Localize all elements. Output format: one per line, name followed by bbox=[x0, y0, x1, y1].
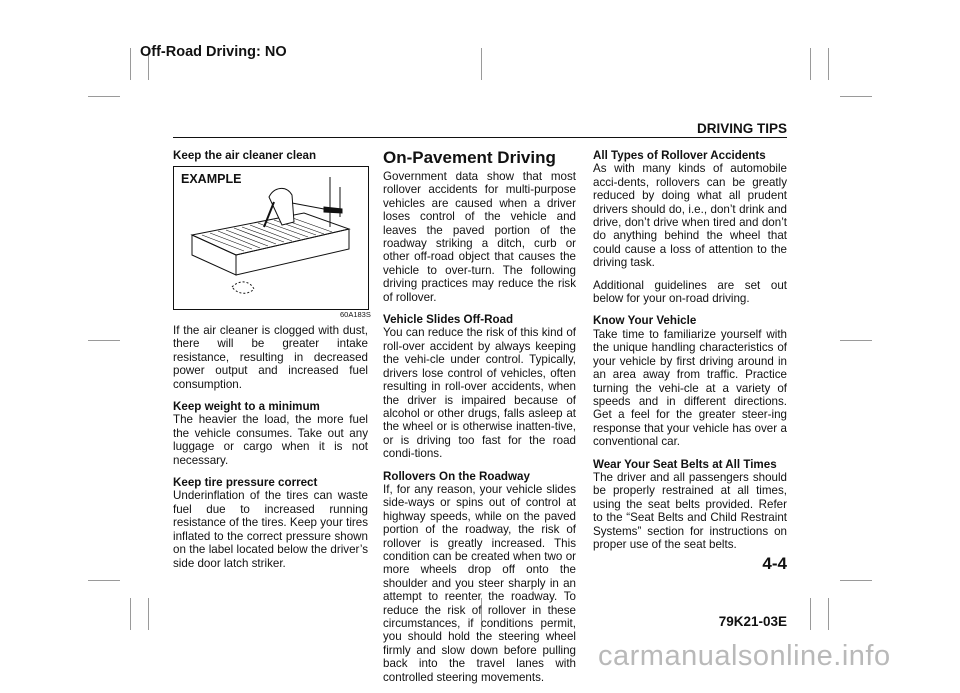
section-heading: On-Pavement Driving bbox=[383, 148, 556, 167]
rollovers-roadway-heading: Rollovers On the Roadway bbox=[383, 469, 530, 483]
page-number: 4-4 bbox=[762, 554, 787, 573]
doc-code: 79K21-03E bbox=[718, 614, 787, 629]
middle-column bbox=[383, 148, 576, 693]
corner-label: Off-Road Driving: NO bbox=[140, 44, 287, 60]
guidelines-paragraph: Additional guidelines are set out below for your on-road driving. bbox=[593, 278, 787, 306]
all-rollovers-paragraph: As with many kinds of automobile acci-dents, rollovers can be greatly reduced by doing what all prudent drivers should do, i.e., don’t drink and drive, don’t drive when tired and don’t do anything behind the wheel that could cause a loss of attention to the driving task. bbox=[593, 162, 787, 270]
air-cleaner-heading: Keep the air cleaner clean bbox=[173, 149, 317, 162]
tire-pressure-paragraph: Underinflation of the tires can waste fuel due to increased running resistance of the tires. Keep your tires inflated to the correct pressure shown on the label located below the driver’s side door latch striker. bbox=[173, 489, 368, 570]
right-column bbox=[593, 149, 787, 560]
section-title: DRIVING TIPS bbox=[696, 121, 787, 136]
left-column-body bbox=[173, 324, 368, 579]
air-cleaner-paragraph: If the air cleaner is clogged with dust, there will be greater intake resistance, resulting in decreased power output and increased fuel consumption. bbox=[173, 324, 368, 391]
figure-code: 60A183S bbox=[340, 310, 371, 319]
header-rule bbox=[173, 137, 787, 138]
know-vehicle-heading: Know Your Vehicle bbox=[593, 314, 697, 328]
slides-off-road-heading: Vehicle Slides Off-Road bbox=[383, 313, 514, 327]
air-cleaner-illustration bbox=[174, 167, 368, 309]
seat-belts-paragraph: The driver and all passengers should be properly restrained at all times, using the seat belts provided. Refer to the “Seat Belts and Child Restraint Systems” section for instructions on proper use of the seat belts. bbox=[593, 470, 787, 551]
air-cleaner-figure bbox=[173, 166, 369, 310]
tire-pressure-heading: Keep tire pressure correct bbox=[173, 476, 318, 490]
watermark: carmanualsonline.info bbox=[598, 640, 891, 672]
seat-belts-heading: Wear Your Seat Belts at All Times bbox=[593, 457, 777, 471]
slides-off-road-paragraph: You can reduce the risk of this kind of roll-over accident by always keeping the vehi-cle under control. Typically, drivers lose control of vehicles, often resulting in roll-over accidents, when the driver is impaired because of alcohol or other drugs, falls asleep at the wheel or is otherwise inatten-tive, or is driving too fast for the road condi-tions. bbox=[383, 326, 576, 461]
rollovers-roadway-paragraph: If, for any reason, your vehicle slides side-ways or spins out of control at highway speeds, while on the paved portion of the roadway, the risk of rollover is greatly increased. This condition can be created when two or more wheels drop off onto the shoulder and you steer sharply in an attempt to reenter the roadway. To reduce the risk of rollover in these circumstances, if conditions permit, you should hold the steering wheel firmly and slow down before pulling back into the travel lanes with controlled steering movements. bbox=[383, 482, 576, 684]
all-rollovers-heading: All Types of Rollover Accidents bbox=[593, 149, 766, 162]
weight-paragraph: The heavier the load, the more fuel the vehicle consumes. Take out any luggage or cargo when it is not necessary. bbox=[173, 413, 368, 467]
intro-paragraph: Government data show that most rollover accidents for multi-purpose vehicles are caused when a driver loses control of the vehicle and leaves the paved portion of the roadway striking a ditch, curb or other off-road object that causes the vehicle to over-turn. The following driving practices may reduce the risk of rollover. bbox=[383, 170, 576, 304]
figure-label: EXAMPLE bbox=[181, 172, 242, 186]
weight-heading: Keep weight to a minimum bbox=[173, 400, 320, 414]
know-vehicle-paragraph: Take time to familiarize yourself with the unique handling characteristics of your vehicle by first driving around in an area away from traffic. Practice turning the vehi-cle at a variety of speeds and in different directions. Get a feel for the greater steer-ing response that your vehicle has over a conventional car. bbox=[593, 327, 787, 449]
